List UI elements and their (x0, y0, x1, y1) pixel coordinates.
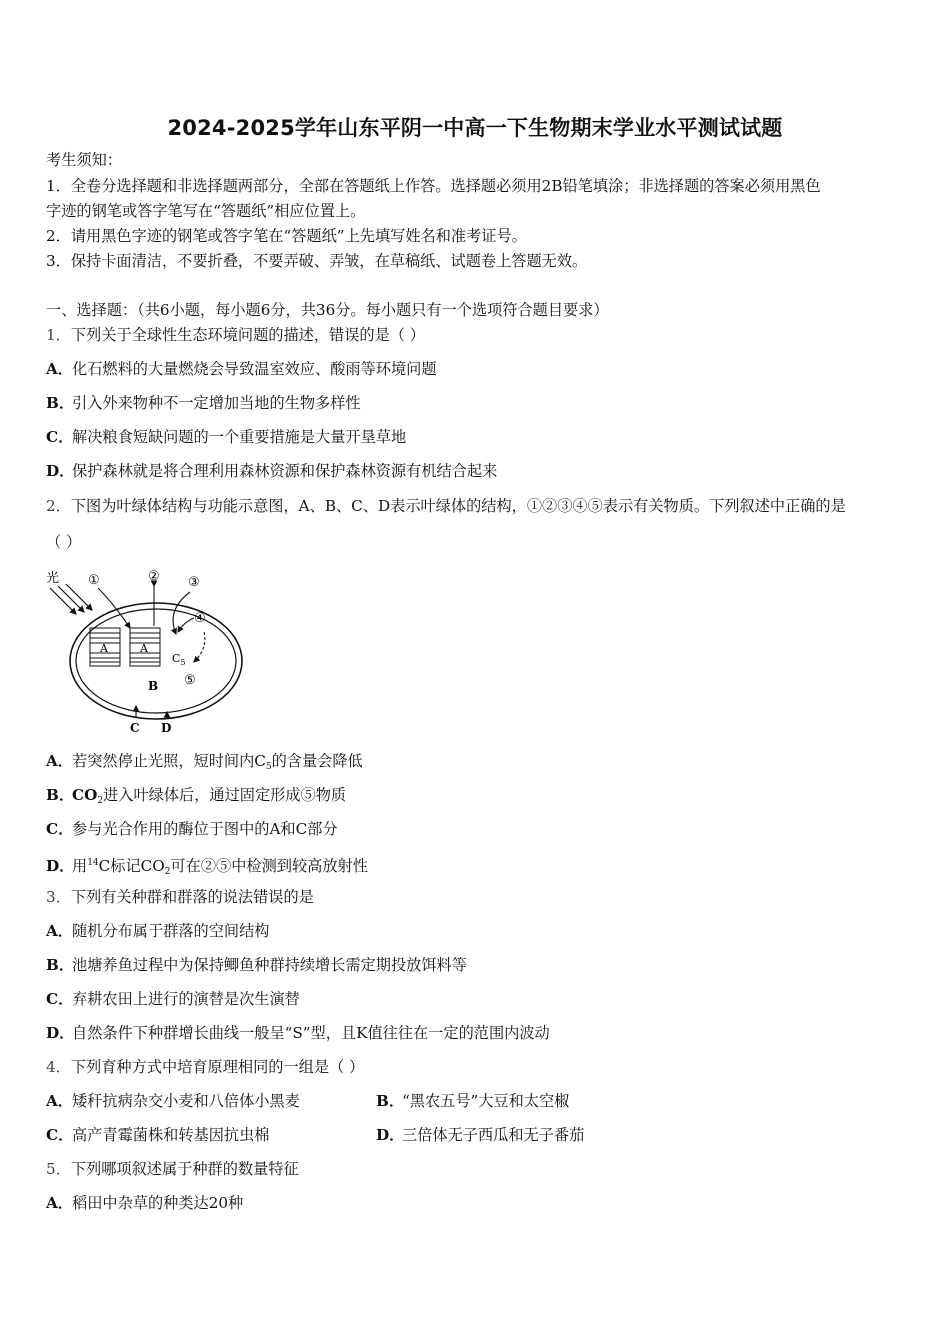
option-label: A． (46, 1194, 73, 1212)
question-number: 5． (46, 1160, 71, 1178)
q1-option-a (46, 359, 437, 379)
question-number: 4． (46, 1058, 71, 1076)
question-text: 下列关于全球性生态环境问题的描述，错误的是（ ） (70, 326, 425, 344)
option-label: C． (46, 428, 74, 446)
subscript: 2 (97, 796, 104, 806)
question-text: 下列哪项叙述属于种群的数量特征 (70, 1160, 299, 1178)
light-arrow (58, 586, 84, 612)
option-text: CO (72, 786, 98, 804)
option-text: 解决粮食短缺问题的一个重要措施是大量开垦草地 (72, 428, 407, 446)
option-label: B． (376, 1092, 405, 1110)
option-text: 保护森林就是将合理利用森林资源和保护森林资源有机结合起来 (72, 462, 498, 480)
option-text: 化石燃料的大量燃烧会导致温室效应、酸雨等环境问题 (72, 360, 437, 378)
question-text: 下列有关种群和群落的说法错误的是 (70, 888, 314, 906)
q3-option-d (46, 1023, 550, 1043)
inner-membrane (76, 609, 236, 713)
q4-option-c (46, 1125, 269, 1145)
c5-text: C (172, 652, 181, 665)
cycle-arrow-dashed (194, 632, 205, 662)
question-1-stem (46, 325, 425, 345)
label-a: A (140, 642, 148, 655)
q4-option-d (376, 1125, 584, 1145)
section-heading: 一、选择题：（共6小题，每小题6分，共36分。每小题只有一个选项符合题目要求） (46, 301, 609, 319)
option-label: A． (46, 1092, 73, 1110)
notice-item: 字迹的钢笔或答字笔写在“答题纸”相应位置上。 (46, 202, 366, 220)
cycle-arrow (178, 618, 194, 632)
q5-option-a (46, 1193, 243, 1213)
option-text: 参与光合作用的酶位于图中的A和C部分 (72, 820, 338, 838)
option-text: 三倍体无子西瓜和无子番茄 (402, 1126, 585, 1144)
option-text: “黑农五号”大豆和太空椒 (402, 1092, 570, 1110)
notice-heading: 考生须知： (46, 151, 122, 169)
option-label: D． (46, 857, 75, 875)
question-text: 下图为叶绿体结构与功能示意图，A、B、C、D表示叶绿体的结构，①②③④⑤表示有关物质。下列叙述中正确的是 (70, 497, 846, 515)
option-label: A． (46, 752, 73, 770)
page-title: 2024-2025学年山东平阴一中高一下生物期末学业水平测试试题 (167, 116, 783, 140)
option-label: A． (46, 360, 73, 378)
option-label: C． (46, 990, 74, 1008)
q2-option-b (46, 785, 346, 811)
option-text: 引入外来物种不一定增加当地的生物多样性 (72, 394, 361, 412)
q1-option-d (46, 461, 497, 481)
label-c: C (130, 721, 140, 735)
notice-item: 1．全卷分选择题和非选择题两部分，全部在答题纸上作答。选择题必须用2B铅笔填涂；非选择题的答案必须用黑色 (46, 177, 821, 195)
option-label: B． (46, 786, 75, 804)
option-label: D． (376, 1126, 405, 1144)
option-text: C标记CO (98, 857, 165, 875)
question-number: 1． (46, 326, 71, 344)
q3-option-b (46, 955, 467, 975)
option-label: A． (46, 922, 73, 940)
question-2-stem-cont: （ ） (46, 533, 82, 551)
option-text: 若突然停止光照，短时间内C (72, 752, 266, 770)
option-label: C． (46, 1126, 74, 1144)
chloroplast-diagram (44, 566, 254, 736)
question-text: 下列育种方式中培育原理相同的一组是（ ） (70, 1058, 365, 1076)
q2-option-a (46, 751, 363, 777)
option-text: 自然条件下种群增长曲线一般呈“S”型，且K值往往在一定的范围内波动 (72, 1024, 550, 1042)
question-number: 3． (46, 888, 71, 906)
q1-option-c (46, 427, 406, 447)
option-label: B． (46, 394, 75, 412)
label-b: B (148, 679, 159, 693)
question-2-stem (46, 496, 846, 516)
c5-label (172, 652, 186, 667)
option-text: 随机分布属于群落的空间结构 (72, 922, 270, 940)
subscript: 5 (265, 762, 272, 772)
option-text: 高产青霉菌株和转基因抗虫棉 (72, 1126, 270, 1144)
q2-option-d (46, 853, 368, 882)
q4-option-a (46, 1091, 300, 1111)
substance-1: ① (88, 573, 100, 588)
q2-option-c (46, 819, 338, 839)
substance-4: ④ (194, 611, 206, 626)
option-text: 池塘养鱼过程中为保持鲫鱼种群持续增长需定期投放饵料等 (72, 956, 467, 974)
option-label: D． (46, 462, 75, 480)
option-label: D． (46, 1024, 75, 1042)
light-label: 光 (46, 571, 60, 586)
question-5-stem (46, 1159, 299, 1179)
label-d: D (161, 721, 172, 735)
option-text: 的含量会降低 (271, 752, 363, 770)
question-number: 2． (46, 497, 71, 515)
option-text: 进入叶绿体后，通过固定形成⑤物质 (103, 786, 347, 804)
substance-3: ③ (188, 575, 200, 590)
q4-option-b (376, 1091, 569, 1111)
notice-item: 2．请用黑色字迹的钢笔或答字笔在“答题纸”上先填写姓名和准考证号。 (46, 227, 527, 245)
outer-membrane (70, 603, 242, 719)
option-label: B． (46, 956, 75, 974)
option-text: 矮秆抗病杂交小麦和八倍体小黑麦 (72, 1092, 300, 1110)
question-3-stem (46, 887, 314, 907)
subscript: 2 (164, 867, 171, 877)
option-label: C． (46, 820, 74, 838)
label-a: A (100, 642, 108, 655)
option-text: 可在②⑤中检测到较高放射性 (170, 857, 368, 875)
superscript: 14 (87, 858, 99, 868)
option-text: 弃耕农田上进行的演替是次生演替 (72, 990, 300, 1008)
notice-item: 3．保持卡面清洁，不要折叠，不要弄破、弄皱，在草稿纸、试题卷上答题无效。 (46, 252, 588, 270)
substance-5: ⑤ (184, 673, 196, 688)
question-4-stem (46, 1057, 364, 1077)
q3-option-a (46, 921, 269, 941)
light-arrow (50, 588, 76, 614)
c5-sub: 5 (180, 658, 186, 667)
q3-option-c (46, 989, 300, 1009)
option-text: 用 (72, 857, 88, 875)
q1-option-b (46, 393, 361, 413)
substance-2: ② (148, 569, 160, 584)
option-text: 稻田中杂草的种类达20种 (72, 1194, 244, 1212)
